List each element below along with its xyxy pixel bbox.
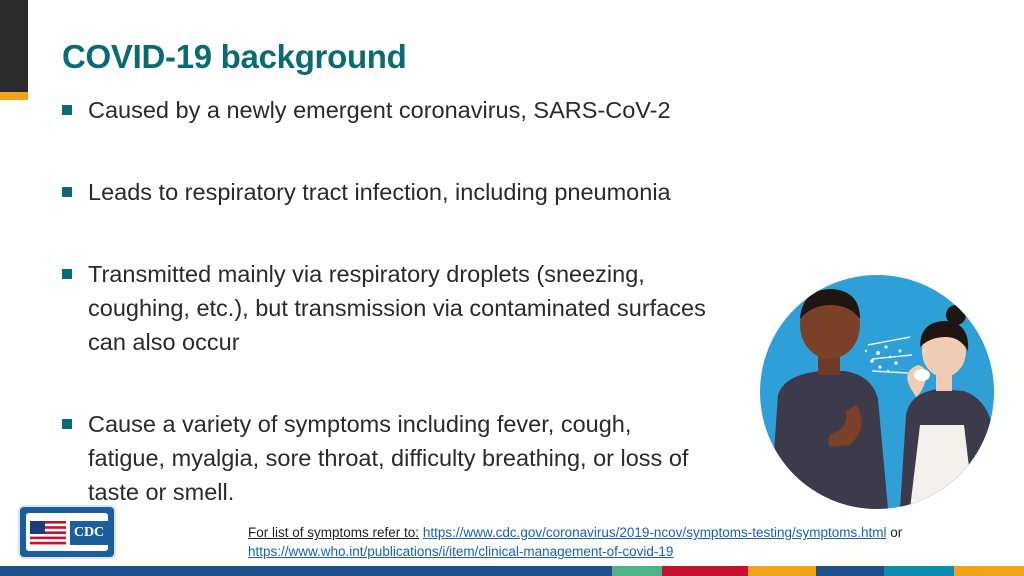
bullet-marker-icon xyxy=(62,269,72,279)
slide-title: COVID-19 background xyxy=(62,38,407,75)
stripe-segment xyxy=(954,566,1024,576)
footer-source xyxy=(248,523,1018,561)
bullet-text: Leads to respiratory tract infection, including pneumonia xyxy=(88,179,671,205)
bullet-item xyxy=(62,257,742,359)
left-accent-stripe xyxy=(0,92,28,100)
cdc-logo-inner xyxy=(26,513,108,551)
who-guidance-link[interactable]: https://www.who.int/publications/i/item/clinical-management-of-covid-19 xyxy=(248,544,674,559)
bullet-text: Cause a variety of symptoms including fever, cough, fatigue, myalgia, sore throat, difficulty breathing, or loss of taste or smell. xyxy=(88,411,689,505)
bottom-color-stripe xyxy=(0,566,1024,576)
bullet-text: Transmitted mainly via respiratory droplets (sneezing, coughing, etc.), but transmission via contaminated surfaces can also occur xyxy=(88,261,706,355)
us-flag-icon xyxy=(30,521,66,545)
bullet-marker-icon xyxy=(62,187,72,197)
sneezing-people-illustration xyxy=(760,275,994,509)
cdc-symptoms-link[interactable]: https://www.cdc.gov/coronavirus/2019-ncov/symptoms-testing/symptoms.html xyxy=(422,525,887,540)
bullet-marker-icon xyxy=(62,419,72,429)
bullet-marker-icon xyxy=(62,105,72,115)
stripe-segment xyxy=(662,566,748,576)
cdc-logo xyxy=(18,505,116,559)
stripe-segment xyxy=(884,566,954,576)
stripe-segment xyxy=(748,566,816,576)
stripe-segment xyxy=(0,566,612,576)
bullet-item xyxy=(62,407,742,505)
stripe-segment xyxy=(816,566,884,576)
bullet-item xyxy=(62,175,742,209)
left-accent-bar xyxy=(0,0,28,92)
bullet-item xyxy=(62,93,742,127)
footer-connector: or xyxy=(890,525,903,540)
stripe-segment xyxy=(612,566,662,576)
bullet-text: Caused by a newly emergent coronavirus, SARS-CoV-2 xyxy=(88,97,671,123)
bullet-list xyxy=(62,0,742,505)
cdc-logo-text: CDC xyxy=(70,521,108,545)
footer-source-label: For list of symptoms refer to: xyxy=(248,525,420,540)
